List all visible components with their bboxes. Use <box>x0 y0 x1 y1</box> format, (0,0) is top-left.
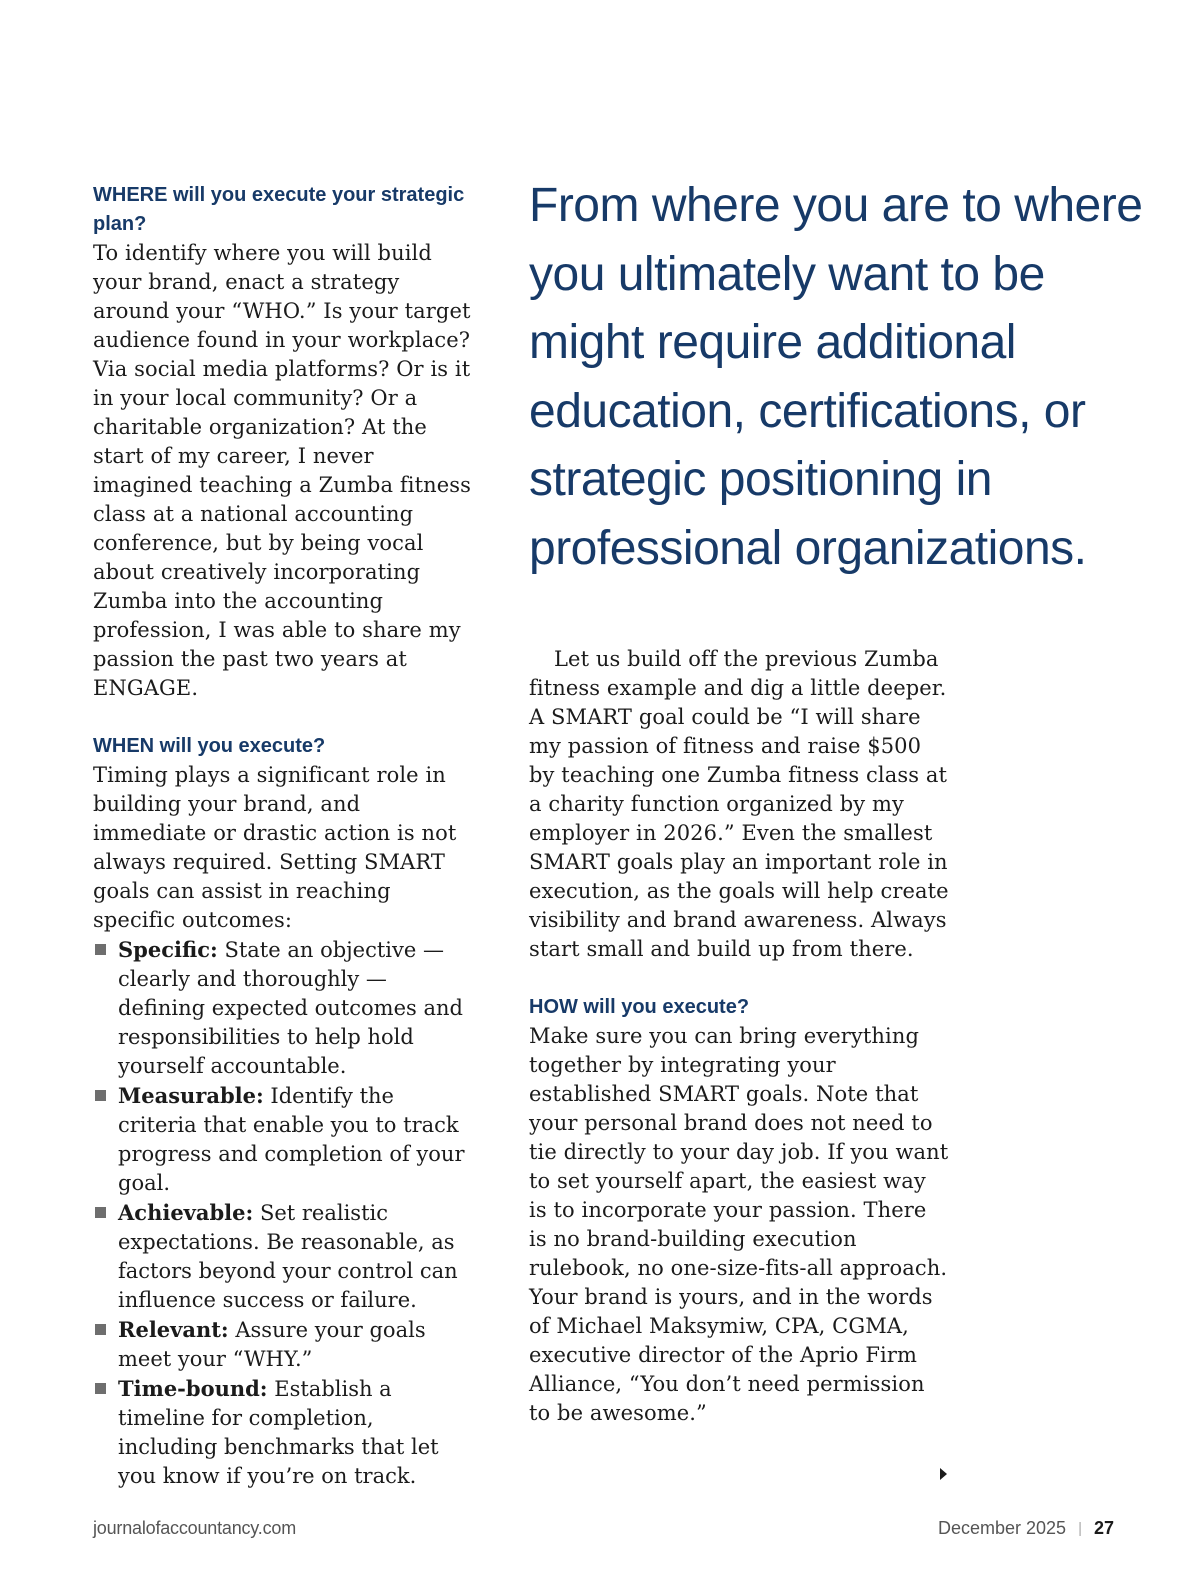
how-body: Make sure you can bring everything together by integrating your established SMART goals. Note that your personal brand does not need to tie directly to your day job. If you want to set yourself apart, the easiest way is to incorporate your passion. There is no brand-building execution rulebook, no one-size-fits-all approach. Your brand is yours, and in the words of Michael Maksymiw, CPA, CGMA, executive director of the Aprio Firm Alliance, “You don’t need permission to be awesome.” <box>529 1024 949 1425</box>
square-bullet-icon <box>95 1383 106 1394</box>
how-heading: HOW will you execute? <box>529 996 750 1018</box>
smart-term: Relevant: <box>118 1317 229 1342</box>
smart-description: Assure your goals meet your “WHY.” <box>118 1318 426 1371</box>
smart-description: Identify the criteria that enable you to track progress and completion of your goal. <box>118 1084 465 1195</box>
square-bullet-icon <box>95 944 106 955</box>
smart-term: Achievable: <box>118 1200 254 1225</box>
square-bullet-icon <box>95 1090 106 1101</box>
smart-goals-list <box>93 935 478 1491</box>
footer-issue-info <box>938 1518 1114 1539</box>
left-column <box>93 181 478 1491</box>
square-bullet-icon <box>95 1324 106 1335</box>
list-item <box>93 1374 478 1491</box>
smart-description: Establish a timeline for completion, including benchmarks that let you know if you’re on track. <box>118 1377 439 1488</box>
when-body: Timing plays a significant role in building your brand, and immediate or drastic action is not always required. Setting SMART goals can assist in reaching specific outcomes: <box>93 763 457 932</box>
smart-example-paragraph: Let us build off the previous Zumba fitness example and dig a little deeper. A SMART goal could be “I will share my passion of fitness and raise $500 by teaching one Zumba fitness class at a charity function organized by my employer in 2026.” Even the smallest SMART goals play an important role in execution, as the goals will help create visibility and brand awareness. Always start small and build up from there. <box>529 647 949 961</box>
square-bullet-icon <box>95 1207 106 1218</box>
footer-website: journalofaccountancy.com <box>93 1518 296 1538</box>
where-body: To identify where you will build your brand, enact a strategy around your “WHO.” Is your target audience found in your workplace? Via social media platforms? Or is it in your local community? Or a charitable organization? At the start of my career, I never imagined teaching a Zumba fitness class at a national accounting conference, but by being vocal about creatively incorporating Zumba into the accounting profession, I was able to share my passion the past two years at ENGAGE. <box>93 241 472 700</box>
when-heading: WHEN will you execute? <box>93 735 326 757</box>
list-item <box>93 1081 478 1198</box>
right-column <box>529 645 949 1428</box>
right-triangle-icon <box>940 1468 947 1480</box>
smart-description: State an objective — clearly and thoroughly — defining expected outcomes and responsibilities to help hold yourself accountable. <box>118 938 463 1078</box>
list-item <box>93 935 478 1081</box>
smart-term: Measurable: <box>118 1083 264 1108</box>
smart-term: Time-bound: <box>118 1376 268 1401</box>
issue-date: December 2025 <box>937 1518 1067 1538</box>
smart-description: Set realistic expectations. Be reasonable, as factors beyond your control can influence success or failure. <box>118 1201 458 1312</box>
list-item <box>93 1315 478 1374</box>
smart-term: Specific: <box>118 937 218 962</box>
footer-separator: | <box>1078 1520 1082 1537</box>
page-number: 27 <box>1093 1518 1114 1538</box>
pull-quote: From where you are to where you ultimately want to be might require additional education, certifications, or strategic positioning in professional organizations. <box>529 179 1143 575</box>
where-heading: WHERE will you execute your strategic plan? <box>93 184 465 235</box>
list-item <box>93 1198 478 1315</box>
